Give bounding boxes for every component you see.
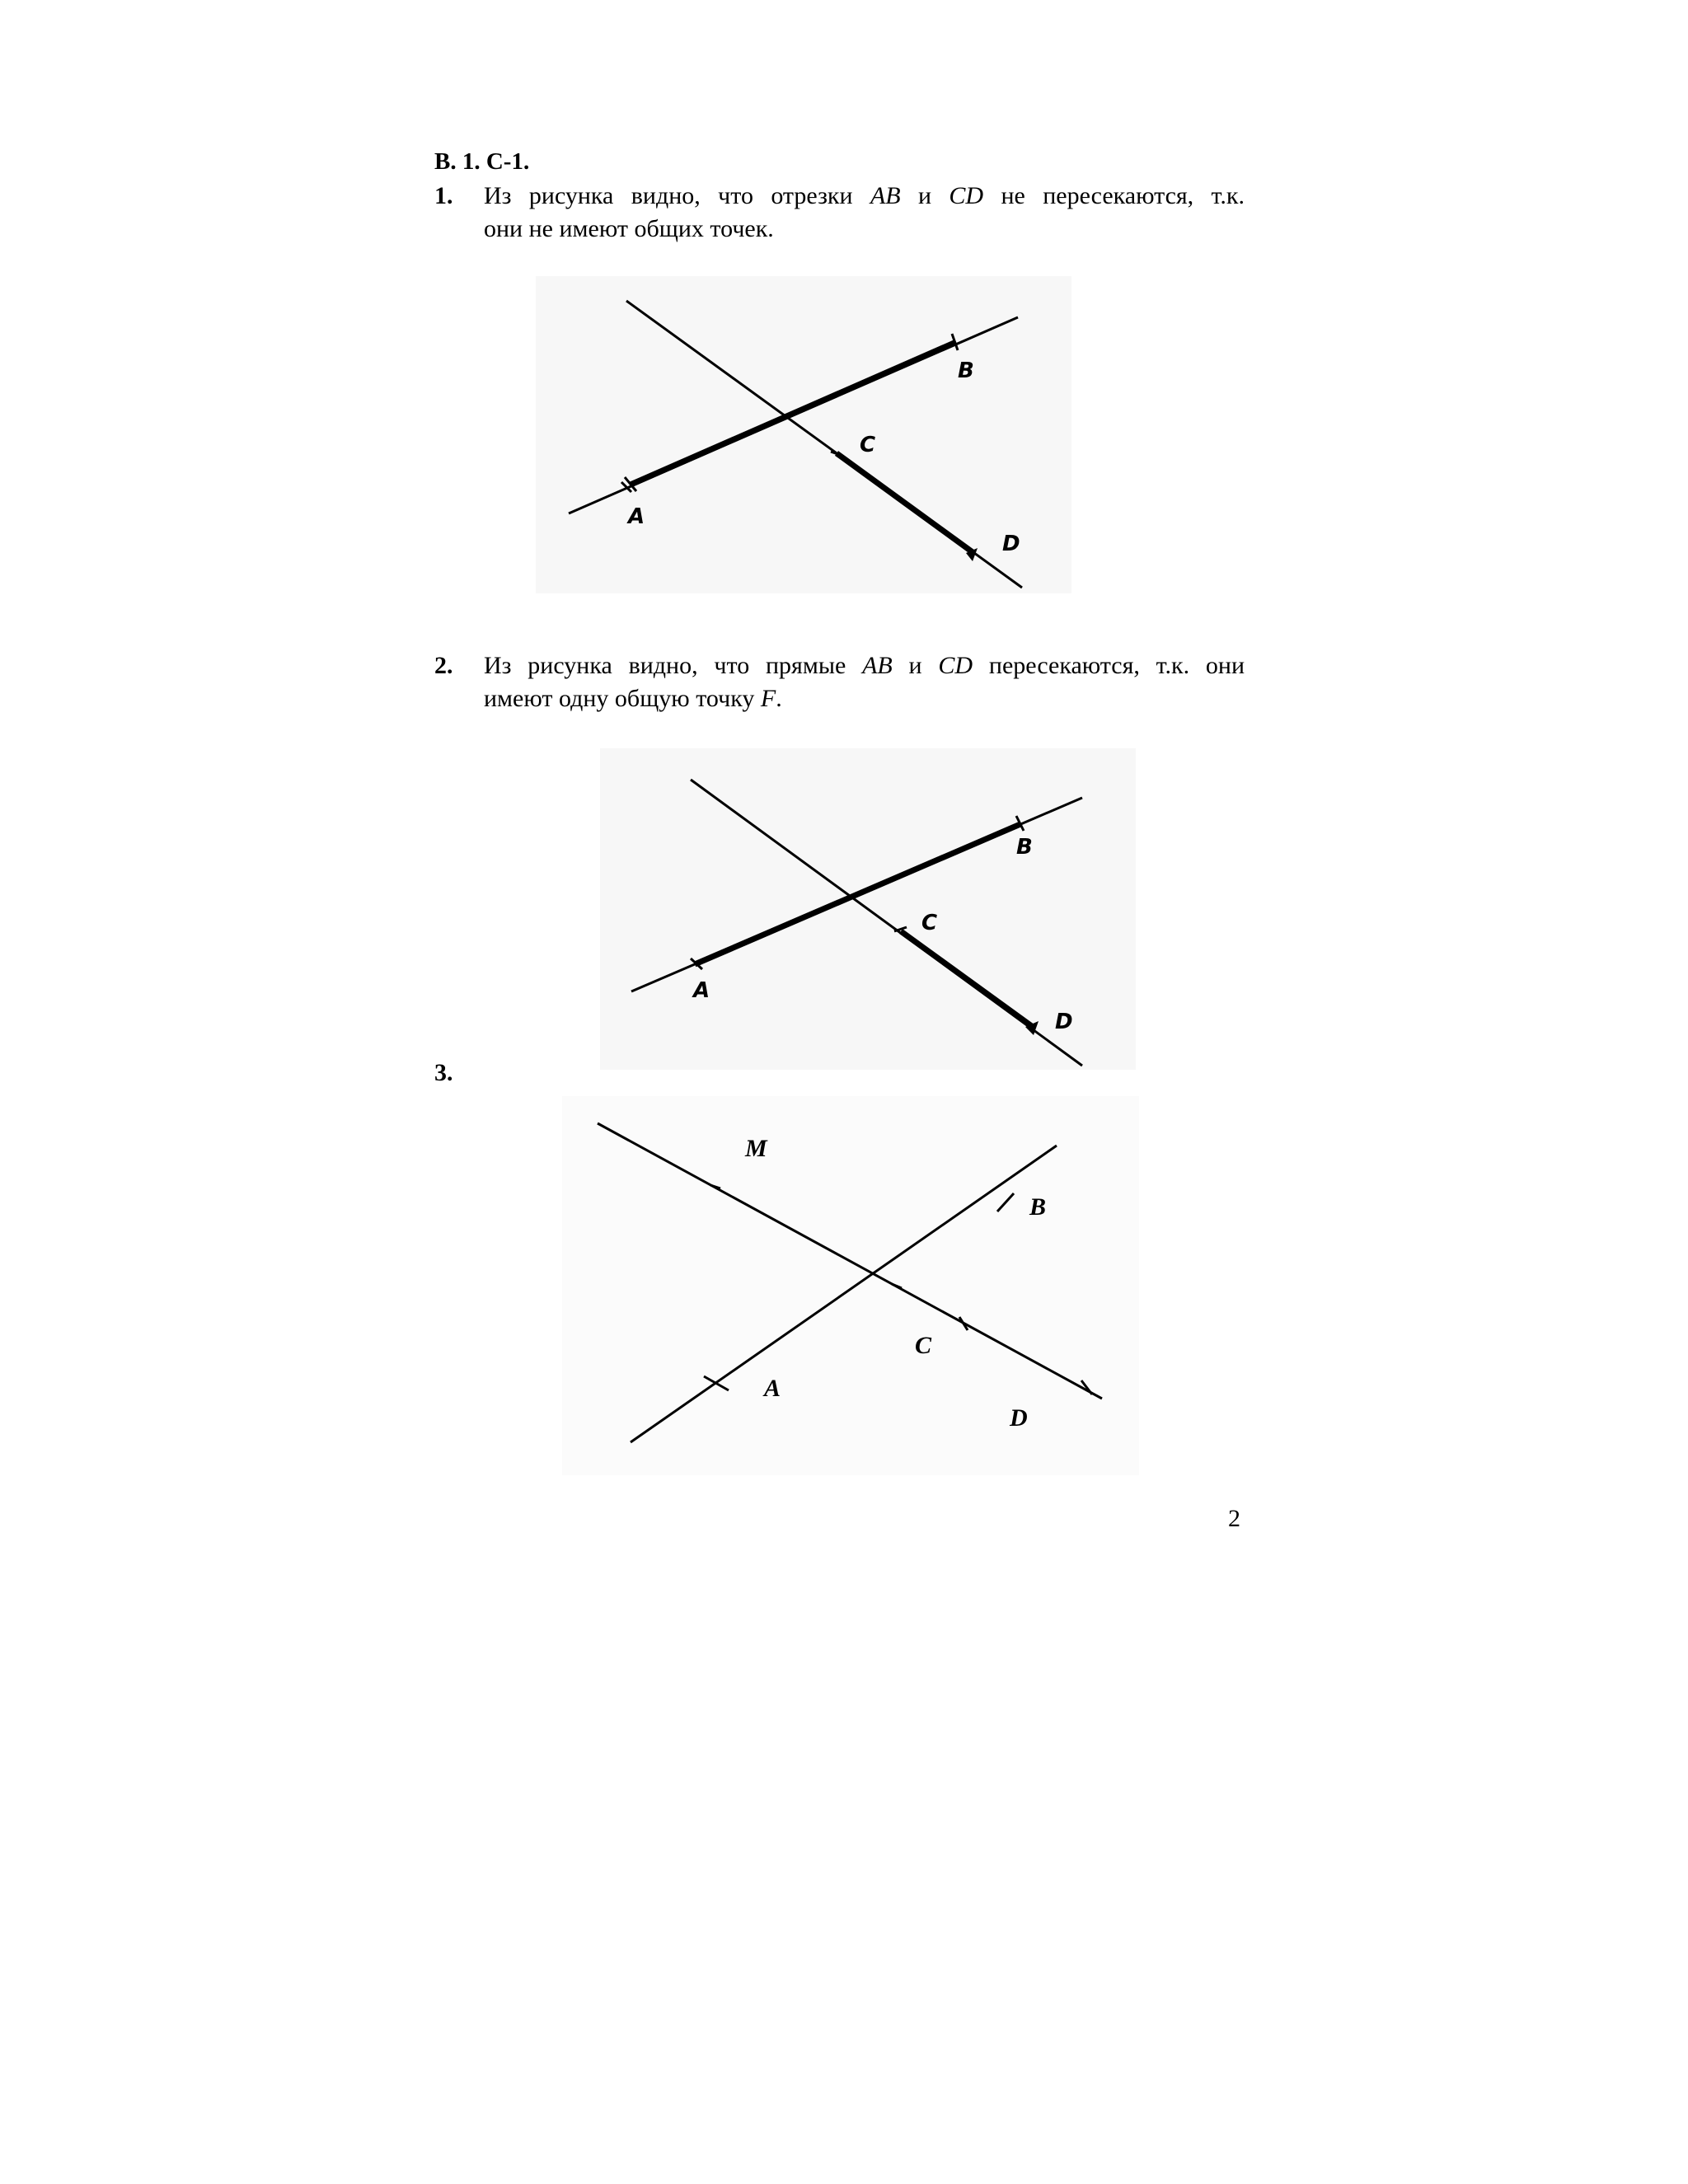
page-number: 2 bbox=[1228, 1505, 1240, 1532]
label-a: A bbox=[628, 504, 645, 529]
label-c: C bbox=[860, 433, 876, 457]
figure-3-drawing bbox=[562, 1096, 1139, 1475]
figure-1-segments bbox=[536, 276, 1071, 593]
problem-number: 2. bbox=[434, 652, 453, 679]
figure-1-drawing bbox=[536, 276, 1071, 593]
text-line: Из рисунка видно, что отрезки AB и CD не пересекаются, т.к. bbox=[484, 182, 1245, 209]
label-m: M bbox=[745, 1135, 767, 1162]
figure-2-drawing bbox=[600, 748, 1136, 1070]
problem-number: 3. bbox=[434, 1059, 453, 1086]
figure-background bbox=[562, 1096, 1139, 1475]
figure-background bbox=[536, 276, 1071, 593]
label-c: C bbox=[915, 1332, 932, 1359]
label-b: B bbox=[1029, 1193, 1047, 1221]
text-line: Из рисунка видно, что прямые AB и CD пересекаются, т.к. они bbox=[484, 652, 1245, 679]
problem-2 bbox=[434, 649, 1245, 715]
label-b: B bbox=[958, 359, 974, 383]
label-a: A bbox=[764, 1375, 781, 1402]
figure-2-lines bbox=[600, 748, 1136, 1070]
problem-text bbox=[484, 180, 1245, 246]
text-line: имеют одну общую точку F. bbox=[484, 685, 782, 712]
label-d: D bbox=[1002, 532, 1020, 556]
text-line: они не имеют общих точек. bbox=[484, 215, 774, 242]
label-d: D bbox=[1010, 1404, 1028, 1432]
problem-text bbox=[484, 649, 1245, 715]
label-c: C bbox=[921, 911, 938, 935]
label-a: A bbox=[693, 978, 710, 1003]
problem-1 bbox=[434, 180, 1245, 246]
label-d: D bbox=[1055, 1010, 1073, 1034]
page-heading: В. 1. С-1. bbox=[434, 148, 530, 175]
problem-number: 1. bbox=[434, 182, 453, 209]
label-b: B bbox=[1016, 835, 1033, 860]
figure-3-lines bbox=[562, 1096, 1139, 1475]
